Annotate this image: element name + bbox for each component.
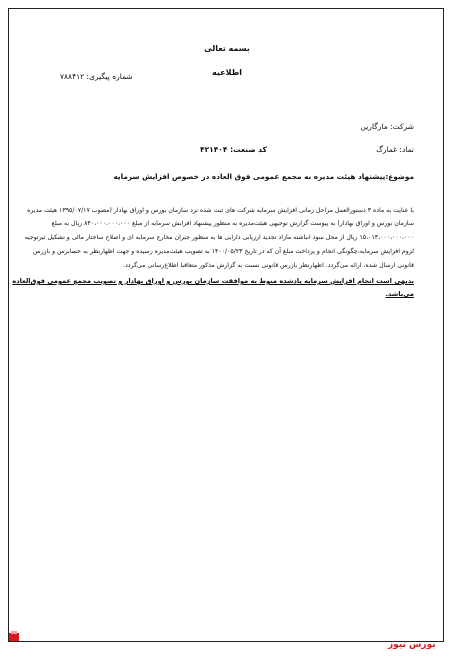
notice-line-1: بدیهی است انجام افزایش سرمایه یادشده منوط به موافقت سازمان بورس و اوراق بهادار و تصویب مجمع عمومی فوق‌العاده bbox=[12, 277, 414, 285]
site-brand: بورس نیوز bbox=[388, 640, 436, 650]
basmala: بسمه تعالی bbox=[204, 44, 250, 53]
tracking-number: شماره پیگیری: ۷۸۸۴۱۲ bbox=[60, 72, 133, 81]
document-frame bbox=[8, 8, 444, 642]
document-title: اطلاعیه bbox=[212, 68, 242, 77]
body-line-2: سازمان بورس و اوراق بهادار) به پیوست گزارش توجیهی هیئت‌مدیره به منظور پیشنهاد افزایش سرمایه از مبلغ ۸۴۰،۰۰۰،۰۰۰،۰۰۰ ریال به مبلغ bbox=[51, 220, 414, 227]
boursnews-logo-icon bbox=[8, 630, 20, 642]
notice-line-2: می‌باشد. bbox=[385, 290, 414, 298]
body-line-3: ۱۵،۰۱۳،۰۰۰،۰۰۰،۰۰۰ ریال از محل سود انباشته مازاد تجدید ارزیابی دارایی ها به منظور جبران مخارج سرمایه ای و اصلاح ساختار مالی و تشکیل تیرتوجیه bbox=[24, 234, 414, 241]
body-line-4: لزوم افزایش سرمایه،چگونگی انجام و پرداخت مبلغ آن که در تاریخ ۱۴۰۰/۰۵/۲۳ به تصویب هیئت‌مدیره رسیده و جهت اظهارنظر به حسابرس و بازرس bbox=[33, 248, 414, 255]
industry-code: کد صنعت: ۴۲۱۴۰۴ bbox=[200, 145, 267, 154]
symbol: نماد: غمارگ bbox=[376, 145, 414, 154]
subject-line: موضوع:پیشنهاد هیئت مدیره به مجمع عمومی فوق العاده در خصوص افزایش سرمایه bbox=[113, 172, 414, 181]
body-line-5: قانونی ارسال شده، ارائه می‌گردد. اظهارنظر بازرس قانونی نسبت به گزارش مذکور متعاقبا اطلاع‌رسانی می‌گردد. bbox=[123, 262, 414, 269]
body-line-1: با عنایت به ماده ۳ دستورالعمل مراحل زمانی افزایش سرمایه شرکت های ثبت شده نزد سازمان بورس و اوراق بهادار (مصوب ۱۳۹۵/۰۷/۱۷ هیئت مدیره bbox=[27, 207, 414, 214]
company-name: شرکت: مارگارین bbox=[360, 122, 414, 131]
